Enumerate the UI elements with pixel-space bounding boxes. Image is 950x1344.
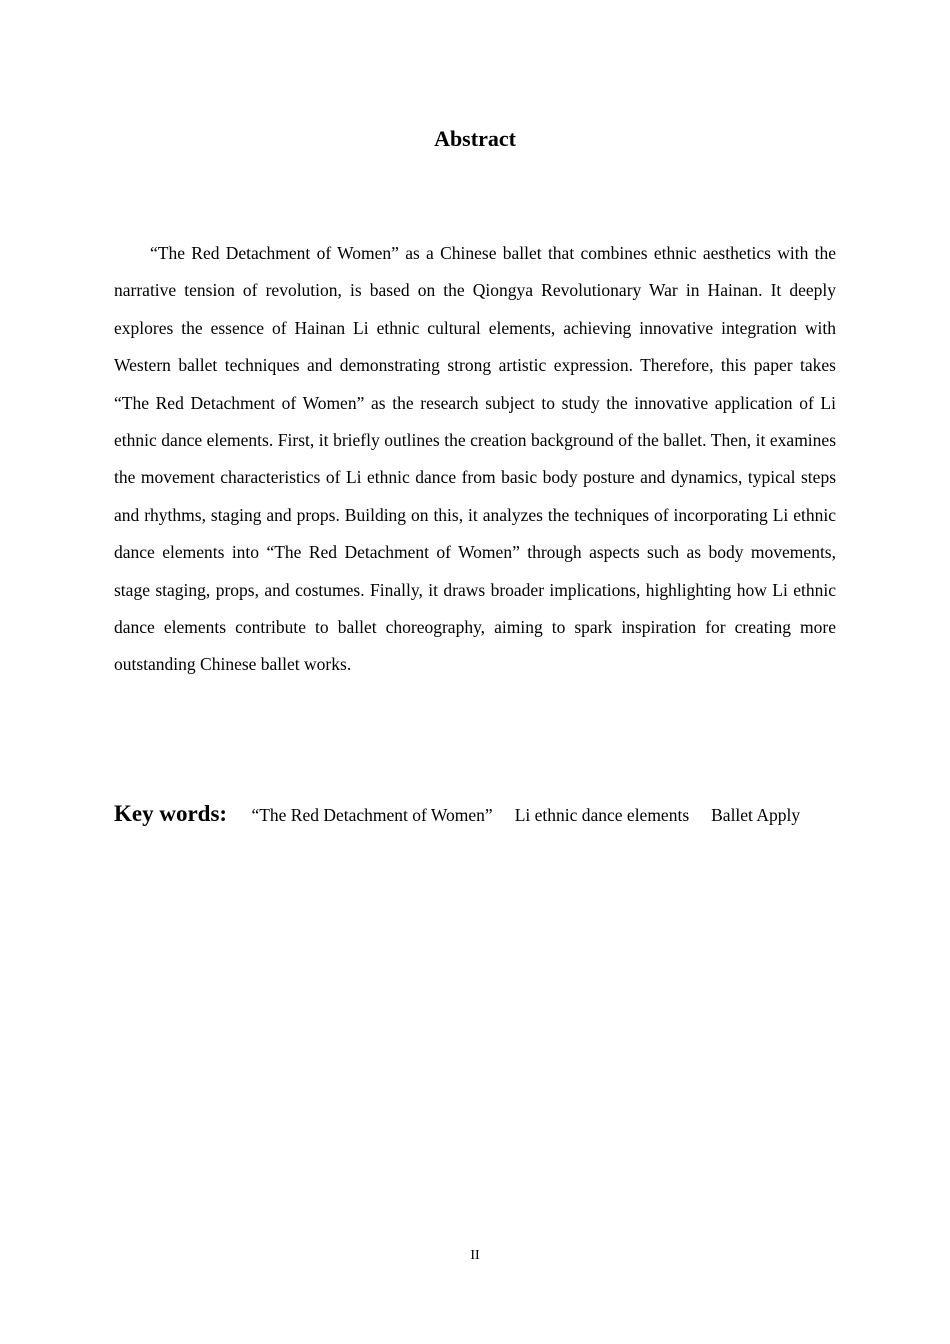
page-number: II — [470, 1248, 480, 1263]
abstract-title: Abstract — [434, 126, 516, 151]
abstract-body: “The Red Detachment of Women” as a Chinese ballet that combines ethnic aesthetics with the narrative tension of revolution, is based on the Qiongya Revolutionary War in Hainan. It deeply explores the essence of Hainan Li ethnic cultural elements, achieving innovative integration with Western ballet techniques and demonstrating strong artistic expression. Therefore, this paper takes “The Red Detachment of Women” as the research subject to study the innovative application of Li ethnic dance elements. First, it briefly outlines the creation background of the ballet. Then, it examines the movement characteristics of Li ethnic dance from basic body posture and dynamics, typical steps and rhythms, staging and props. Building on this, it analyzes the techniques of incorporating Li ethnic dance elements into “The Red Detachment of Women” through aspects such as body movements, stage staging, props, and costumes. Finally, it draws broader implications, highlighting how Li ethnic dance elements contribute to ballet choreography, aiming to spark inspiration for creating more outstanding Chinese ballet works. — [114, 243, 836, 675]
keyword-item: Ballet — [711, 805, 753, 825]
keyword-item: Li ethnic dance elements — [514, 805, 690, 825]
keyword-item: “The Red Detachment of Women” — [251, 805, 493, 825]
keywords-section — [114, 796, 836, 833]
keyword-item: Apply — [756, 805, 801, 825]
keywords-label: Key words: — [114, 801, 228, 826]
